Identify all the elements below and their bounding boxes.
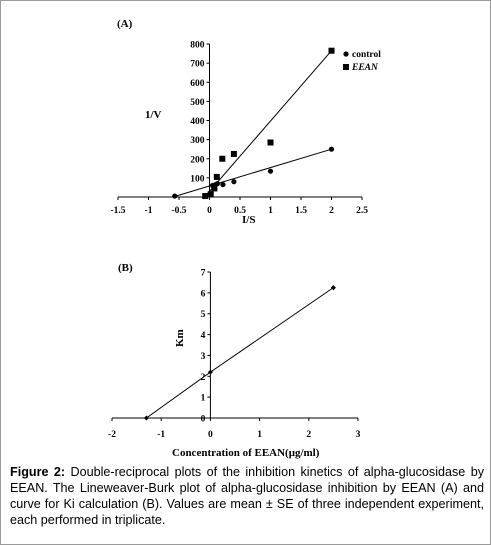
chart-b-x-tick-label: -2: [108, 430, 116, 440]
chart-a-panel-label: (A): [117, 18, 133, 30]
chart-a-x-tick-label: -1.5: [110, 206, 126, 216]
chart-a-xlabel: I/S: [242, 214, 256, 226]
chart-a-control-point: [220, 182, 225, 187]
chart-a-eean-point: [208, 191, 214, 197]
chart-b-y-tick-label: 2: [200, 372, 206, 383]
chart-a-x-tick-label: 2: [329, 206, 334, 216]
chart-b-panel-label: (B): [118, 262, 133, 274]
chart-a-control-point: [329, 147, 334, 152]
legend-eean-label: EEAN: [352, 63, 378, 73]
chart-b-y-tick-label: 7: [200, 268, 206, 279]
chart-a-y-tick-label: 400: [190, 117, 205, 127]
chart-a-y-tick-label: 600: [190, 78, 205, 89]
chart-b-x-tick-label: 0: [208, 430, 213, 440]
chart-a-y-tick-label: 200: [190, 155, 205, 166]
chart-b-xlabel: Concentration of EEAN(μg/ml): [172, 447, 320, 459]
chart-a-legend: [343, 50, 381, 73]
caption-label: Figure 2:: [10, 465, 66, 479]
chart-b: [0, 255, 491, 460]
chart-a-eean-point: [268, 139, 274, 145]
chart-b-y-tick-label: 5: [200, 310, 206, 321]
chart-a-x-tick-label: -0.5: [171, 206, 187, 216]
chart-b-y-tick-label: 1: [200, 393, 206, 404]
chart-a-y-tick-label: 500: [190, 97, 205, 108]
chart-a-eean-fit-line: [205, 51, 332, 197]
legend-control-label: control: [352, 50, 381, 60]
legend-control-marker: [343, 51, 348, 56]
chart-a-eean-point: [202, 193, 208, 199]
legend-eean-marker: [343, 64, 349, 70]
chart-a-eean-point: [219, 156, 225, 162]
chart-a-x-tick-label: -1: [144, 206, 153, 216]
chart-a-x-tick-label: 1.5: [295, 206, 307, 216]
chart-b-series-line: [146, 288, 333, 418]
chart-b-ylabel: Km: [174, 329, 186, 347]
chart-b-x-tick-label: 2: [306, 430, 312, 440]
chart-b-x-tick-label: 1: [257, 430, 262, 440]
chart-a-control-point: [268, 169, 273, 174]
chart-b-y-tick-label: 6: [200, 289, 206, 300]
chart-a-y-tick-label: 100: [190, 174, 205, 185]
chart-a-x-tick-label: 0.5: [234, 206, 246, 216]
chart-a-x-tick-label: 2.5: [356, 206, 368, 216]
chart-b-y-tick-label: 4: [200, 331, 206, 342]
chart-a-control-point: [231, 179, 236, 184]
chart-a-ylabel: 1/V: [145, 109, 162, 121]
chart-a-eean-point: [231, 151, 237, 157]
caption-text: Double-reciprocal plots of the inhibition kinetics of alpha-glucosidase by EEAN. The Lineweaver-Burk plot of alpha-glucosidase inhibition by EEAN (A) and curve for Ki calculation (B). Values are mean ± SE of three independent experiment, each performed in triplicate.: [10, 465, 484, 527]
chart-a-eean-point: [329, 48, 335, 54]
chart-a-eean-point: [214, 174, 220, 180]
chart-b-y-tick-label: 0: [200, 414, 206, 425]
chart-a-x-tick-label: 1: [268, 206, 273, 216]
chart-a-eean-point: [211, 185, 217, 191]
chart-a-y-tick-label: 300: [190, 136, 205, 147]
chart-a-y-tick-label: 700: [190, 59, 205, 70]
chart-a-x-tick-label: 0: [207, 206, 212, 216]
chart-a: [0, 0, 491, 240]
chart-b-x-tick-label: -1: [157, 430, 166, 440]
figure-caption: [10, 464, 484, 528]
chart-b-x-tick-label: 3: [355, 430, 361, 440]
chart-a-y-tick-label: 800: [190, 40, 205, 51]
chart-a-control-point: [172, 193, 177, 198]
chart-b-y-tick-label: 3: [200, 351, 206, 362]
